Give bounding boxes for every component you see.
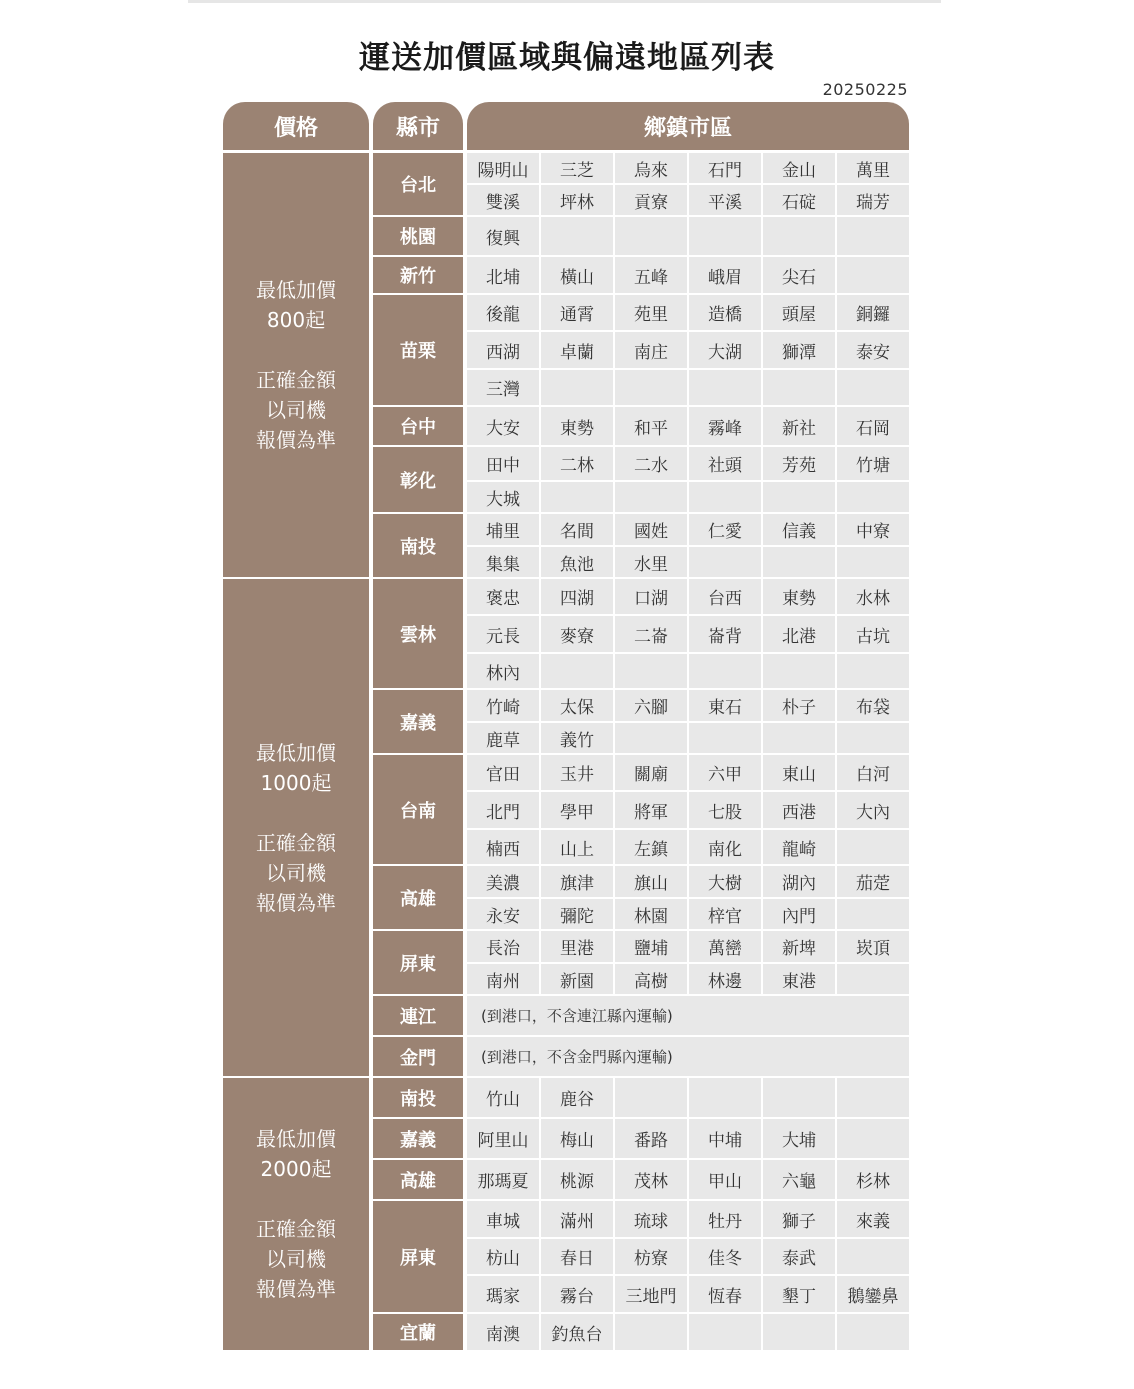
- town-cell: 芳苑: [763, 447, 835, 480]
- county-cell: 南投: [373, 514, 463, 577]
- town-cell: [837, 964, 909, 994]
- town-cell: [837, 370, 909, 405]
- town-cell: [837, 830, 909, 864]
- town-cell: 滿州: [541, 1201, 613, 1237]
- page-title: 運送加價區域與偏遠地區列表: [359, 40, 775, 76]
- county-cell: 嘉義: [373, 1119, 463, 1158]
- town-cell: 中寮: [837, 514, 909, 545]
- town-cell: 那瑪夏: [467, 1160, 539, 1199]
- town-cell: [541, 482, 613, 512]
- town-cell: 番路: [615, 1119, 687, 1158]
- town-cell: 竹塘: [837, 447, 909, 480]
- town-cell: 峨眉: [689, 257, 761, 293]
- town-cell: 後龍: [467, 295, 539, 330]
- town-cell: 玉井: [541, 755, 613, 790]
- town-cell: 泰武: [763, 1239, 835, 1274]
- town-cell: 集集: [467, 547, 539, 577]
- town-cell: 左鎮: [615, 830, 687, 864]
- town-cell: 山上: [541, 830, 613, 864]
- town-cell: 枋寮: [615, 1239, 687, 1274]
- town-cell: 鹿草: [467, 723, 539, 753]
- town-cell: 通霄: [541, 295, 613, 330]
- town-cell: [837, 654, 909, 688]
- town-cell: 義竹: [541, 723, 613, 753]
- town-cell: [763, 723, 835, 753]
- price-note: 正確金額 以司機 報價為準: [256, 1217, 336, 1301]
- min-surcharge: 最低加價 800起: [256, 278, 336, 332]
- town-cell: 三灣: [467, 370, 539, 405]
- town-cell: 恆春: [689, 1276, 761, 1312]
- town-cell: [763, 547, 835, 577]
- town-cell: 石岡: [837, 407, 909, 445]
- price-block: [223, 579, 369, 1076]
- town-cell: 龍崎: [763, 830, 835, 864]
- county-cell: 台南: [373, 755, 463, 864]
- town-cell: 瑞芳: [837, 185, 909, 215]
- county-cell: 屏東: [373, 931, 463, 994]
- town-cell: 麥寮: [541, 616, 613, 652]
- price-note: 正確金額 以司機 報價為準: [256, 830, 336, 915]
- county-cell: 台中: [373, 407, 463, 445]
- price-block: [223, 1078, 369, 1350]
- town-cell: 南化: [689, 830, 761, 864]
- min-surcharge: 最低加價 2000起: [256, 1127, 336, 1181]
- town-cell: 大樹: [689, 866, 761, 897]
- town-cell: [837, 547, 909, 577]
- price-note: 正確金額 以司機 報價為準: [256, 368, 336, 452]
- town-cell: 南州: [467, 964, 539, 994]
- town-cell: 金山: [763, 153, 835, 183]
- town-cell: [689, 217, 761, 255]
- town-cell: [837, 1119, 909, 1158]
- town-cell: 二崙: [615, 616, 687, 652]
- town-cell: 永安: [467, 899, 539, 929]
- town-cell: 將軍: [615, 792, 687, 828]
- town-cell: 阿里山: [467, 1119, 539, 1158]
- town-cell: 關廟: [615, 755, 687, 790]
- town-cell: 湖內: [763, 866, 835, 897]
- county-cell: 宜蘭: [373, 1314, 463, 1350]
- town-cell: 霧台: [541, 1276, 613, 1312]
- county-cell: 連江: [373, 996, 463, 1035]
- town-cell: 古坑: [837, 616, 909, 652]
- town-cell: [763, 1078, 835, 1117]
- town-cell: [837, 1314, 909, 1350]
- town-cell: 七股: [689, 792, 761, 828]
- town-cell: [689, 482, 761, 512]
- town-cell: 長治: [467, 931, 539, 962]
- town-cell: 泰安: [837, 332, 909, 368]
- town-cell: [541, 654, 613, 688]
- town-cell: [837, 1078, 909, 1117]
- town-cell: [689, 723, 761, 753]
- town-cell: 大湖: [689, 332, 761, 368]
- county-cell: 桃園: [373, 217, 463, 255]
- town-cell: 大內: [837, 792, 909, 828]
- town-cell: [837, 723, 909, 753]
- town-cell: 烏來: [615, 153, 687, 183]
- town-cell: 琉球: [615, 1201, 687, 1237]
- town-cell: [763, 370, 835, 405]
- town-cell: 田中: [467, 447, 539, 480]
- town-cell: 佳冬: [689, 1239, 761, 1274]
- header-price: 價格: [223, 102, 369, 150]
- region-note: (到港口，不含金門縣內運輸): [467, 1037, 909, 1076]
- town-cell: 春日: [541, 1239, 613, 1274]
- town-cell: [615, 654, 687, 688]
- town-cell: 大埔: [763, 1119, 835, 1158]
- town-cell: 崙背: [689, 616, 761, 652]
- town-cell: [615, 482, 687, 512]
- town-cell: 元長: [467, 616, 539, 652]
- town-cell: 林園: [615, 899, 687, 929]
- town-cell: 新埤: [763, 931, 835, 962]
- town-cell: [837, 899, 909, 929]
- county-cell: 高雄: [373, 866, 463, 929]
- town-cell: 竹崎: [467, 690, 539, 721]
- town-cell: 旗山: [615, 866, 687, 897]
- town-cell: [689, 547, 761, 577]
- town-cell: 楠西: [467, 830, 539, 864]
- town-cell: 二林: [541, 447, 613, 480]
- town-cell: 布袋: [837, 690, 909, 721]
- town-cell: 口湖: [615, 579, 687, 614]
- county-cell: 屏東: [373, 1201, 463, 1312]
- town-cell: 霧峰: [689, 407, 761, 445]
- town-cell: 埔里: [467, 514, 539, 545]
- town-cell: 六腳: [615, 690, 687, 721]
- town-cell: 內門: [763, 899, 835, 929]
- town-cell: [689, 370, 761, 405]
- min-surcharge: 最低加價 1000起: [256, 740, 336, 795]
- town-cell: 墾丁: [763, 1276, 835, 1312]
- town-cell: 東勢: [541, 407, 613, 445]
- town-cell: 梓官: [689, 899, 761, 929]
- town-cell: 新園: [541, 964, 613, 994]
- town-cell: 西港: [763, 792, 835, 828]
- town-cell: [763, 482, 835, 512]
- town-cell: 新社: [763, 407, 835, 445]
- town-cell: 林邊: [689, 964, 761, 994]
- county-cell: 新竹: [373, 257, 463, 293]
- town-cell: 獅子: [763, 1201, 835, 1237]
- town-cell: 五峰: [615, 257, 687, 293]
- town-cell: 白河: [837, 755, 909, 790]
- town-cell: 杉林: [837, 1160, 909, 1199]
- town-cell: 甲山: [689, 1160, 761, 1199]
- town-cell: 仁愛: [689, 514, 761, 545]
- town-cell: 造橋: [689, 295, 761, 330]
- town-cell: 大城: [467, 482, 539, 512]
- town-cell: 鹿谷: [541, 1078, 613, 1117]
- town-cell: 瑪家: [467, 1276, 539, 1312]
- town-cell: 東石: [689, 690, 761, 721]
- town-cell: 茂林: [615, 1160, 687, 1199]
- town-cell: 高樹: [615, 964, 687, 994]
- town-cell: 橫山: [541, 257, 613, 293]
- town-cell: 官田: [467, 755, 539, 790]
- town-cell: 大安: [467, 407, 539, 445]
- town-cell: 桃源: [541, 1160, 613, 1199]
- town-cell: 三芝: [541, 153, 613, 183]
- town-cell: 魚池: [541, 547, 613, 577]
- town-cell: 貢寮: [615, 185, 687, 215]
- town-cell: 銅鑼: [837, 295, 909, 330]
- town-cell: [689, 654, 761, 688]
- town-cell: 彌陀: [541, 899, 613, 929]
- county-cell: 高雄: [373, 1160, 463, 1199]
- town-cell: 石門: [689, 153, 761, 183]
- town-cell: 車城: [467, 1201, 539, 1237]
- town-cell: [763, 654, 835, 688]
- town-cell: 雙溪: [467, 185, 539, 215]
- town-cell: 尖石: [763, 257, 835, 293]
- town-cell: [615, 1078, 687, 1117]
- town-cell: 坪林: [541, 185, 613, 215]
- town-cell: 中埔: [689, 1119, 761, 1158]
- town-cell: 枋山: [467, 1239, 539, 1274]
- town-cell: 陽明山: [467, 153, 539, 183]
- town-cell: [615, 1314, 687, 1350]
- town-cell: 學甲: [541, 792, 613, 828]
- town-cell: 林內: [467, 654, 539, 688]
- town-cell: 鵝鑾鼻: [837, 1276, 909, 1312]
- town-cell: [689, 1078, 761, 1117]
- town-cell: [837, 257, 909, 293]
- town-cell: 旗津: [541, 866, 613, 897]
- town-cell: 梅山: [541, 1119, 613, 1158]
- town-cell: 石碇: [763, 185, 835, 215]
- town-cell: 東山: [763, 755, 835, 790]
- town-cell: 六龜: [763, 1160, 835, 1199]
- header-county: 縣市: [373, 102, 463, 150]
- town-cell: 美濃: [467, 866, 539, 897]
- county-cell: 嘉義: [373, 690, 463, 753]
- town-cell: 復興: [467, 217, 539, 255]
- town-cell: [541, 217, 613, 255]
- county-cell: 台北: [373, 153, 463, 215]
- county-cell: 苗栗: [373, 295, 463, 405]
- town-cell: 北門: [467, 792, 539, 828]
- town-cell: 茄萣: [837, 866, 909, 897]
- town-cell: 竹山: [467, 1078, 539, 1117]
- town-cell: 南澳: [467, 1314, 539, 1350]
- town-cell: [615, 217, 687, 255]
- town-cell: 褒忠: [467, 579, 539, 614]
- town-cell: 頭屋: [763, 295, 835, 330]
- town-cell: 和平: [615, 407, 687, 445]
- top-divider: [188, 0, 941, 3]
- town-cell: 來義: [837, 1201, 909, 1237]
- town-cell: 六甲: [689, 755, 761, 790]
- price-block: [223, 153, 369, 577]
- town-cell: 北港: [763, 616, 835, 652]
- town-cell: 牡丹: [689, 1201, 761, 1237]
- county-cell: 南投: [373, 1078, 463, 1117]
- town-cell: 釣魚台: [541, 1314, 613, 1350]
- town-cell: 鹽埔: [615, 931, 687, 962]
- town-cell: [541, 370, 613, 405]
- town-cell: [615, 370, 687, 405]
- town-cell: 北埔: [467, 257, 539, 293]
- town-cell: 西湖: [467, 332, 539, 368]
- county-cell: 彰化: [373, 447, 463, 512]
- town-cell: 苑里: [615, 295, 687, 330]
- town-cell: 社頭: [689, 447, 761, 480]
- town-cell: 太保: [541, 690, 613, 721]
- town-cell: [615, 723, 687, 753]
- town-cell: 三地門: [615, 1276, 687, 1312]
- town-cell: 南庄: [615, 332, 687, 368]
- town-cell: 信義: [763, 514, 835, 545]
- town-cell: [763, 1314, 835, 1350]
- town-cell: 里港: [541, 931, 613, 962]
- town-cell: 崁頂: [837, 931, 909, 962]
- date-label: 20250225: [822, 80, 908, 99]
- header-towns: 鄉鎮市區: [467, 102, 909, 150]
- town-cell: [837, 1239, 909, 1274]
- town-cell: 卓蘭: [541, 332, 613, 368]
- town-cell: [763, 217, 835, 255]
- town-cell: [689, 1314, 761, 1350]
- county-cell: 金門: [373, 1037, 463, 1076]
- town-cell: 獅潭: [763, 332, 835, 368]
- town-cell: 朴子: [763, 690, 835, 721]
- county-cell: 雲林: [373, 579, 463, 688]
- town-cell: 東港: [763, 964, 835, 994]
- town-cell: 國姓: [615, 514, 687, 545]
- town-cell: 水里: [615, 547, 687, 577]
- town-cell: 東勢: [763, 579, 835, 614]
- town-cell: [837, 482, 909, 512]
- town-cell: [837, 217, 909, 255]
- town-cell: 名間: [541, 514, 613, 545]
- town-cell: 平溪: [689, 185, 761, 215]
- town-cell: 水林: [837, 579, 909, 614]
- town-cell: 二水: [615, 447, 687, 480]
- town-cell: 四湖: [541, 579, 613, 614]
- region-note: (到港口，不含連江縣內運輸): [467, 996, 909, 1035]
- town-cell: 萬巒: [689, 931, 761, 962]
- town-cell: 台西: [689, 579, 761, 614]
- town-cell: 萬里: [837, 153, 909, 183]
